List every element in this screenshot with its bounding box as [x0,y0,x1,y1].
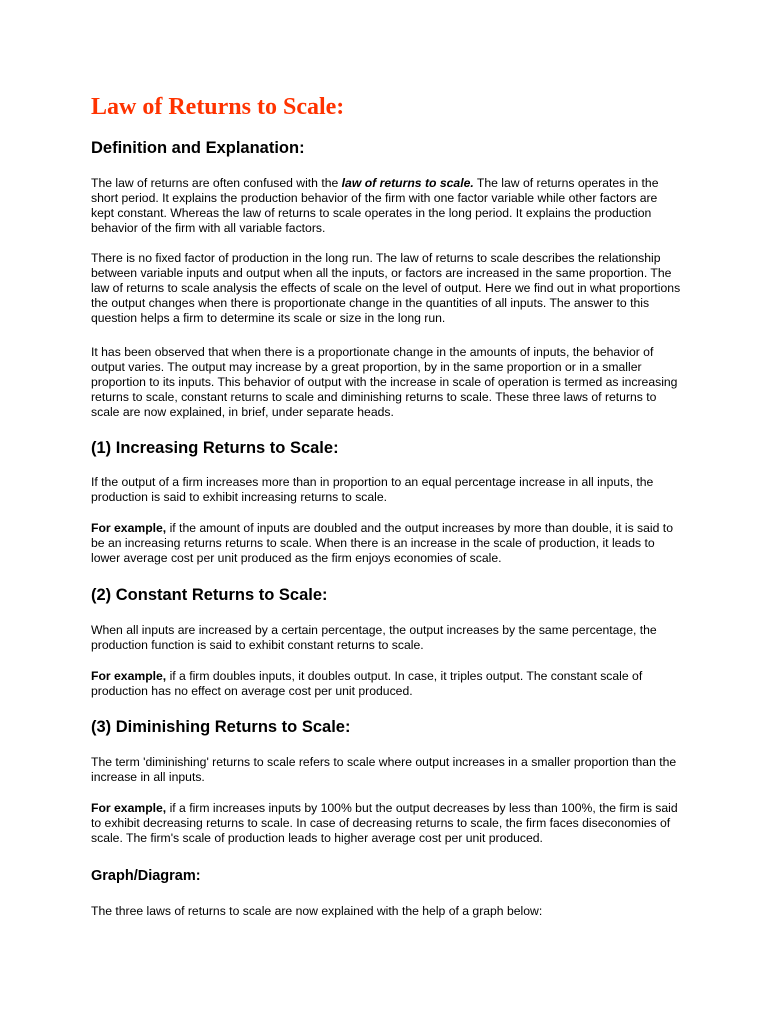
graph-paragraph: The three laws of returns to scale are now explained with the help of a graph below: [91,904,543,918]
increasing-example-label: For example, [91,521,167,535]
constant-example-label: For example, [91,669,167,683]
diminishing-example [91,801,683,846]
increasing-paragraph: If the output of a firm increases more than in proportion to an equal percentage increase in all inputs, the production is said to exhibit increasing returns to scale. [91,475,654,504]
constant-example-text: if a firm doubles inputs, it doubles output. In case, it triples output. The constant scale of production has no effect on average cost per unit produced. [91,669,643,698]
increasing-example-text: if the amount of inputs are doubled and the output increases by more than double, it is said to be an increasing returns returns to scale. When there is an increase in the scale of production, it leads to lower average cost per unit produced as the firm enjoys economies of scale. [91,521,673,565]
increasing-heading: (1) Increasing Returns to Scale: [91,439,339,457]
definition-p1-text-b: The law of returns operates in the short period. It explains the production behavior of the firm with one factor variable while other factors are kept constant. Whereas the law of returns to scale operates in the long period. It explains the production behavior of the firm with all variable factors. [91,176,659,235]
definition-paragraph-3: It has been observed that when there is a proportionate change in the amounts of inputs, the behavior of output varies. The output may increase by a great proportion, by in the same proportion or in a smaller proportion to its inputs. This behavior of output with the increase in scale of operation is termed as increasing returns to scale, constant returns to scale and diminishing returns to scale. These three laws of returns to scale are now explained, in brief, under separate heads. [91,345,678,419]
constant-heading: (2) Constant Returns to Scale: [91,586,328,604]
definition-heading: Definition and Explanation: [91,139,305,157]
increasing-example [91,521,683,566]
definition-paragraph-1 [91,176,683,236]
diminishing-heading: (3) Diminishing Returns to Scale: [91,718,351,736]
definition-paragraph-2: There is no fixed factor of production in the long run. The law of returns to scale describes the relationship between variable inputs and output when all the inputs, or factors are increased in the same proportion. The law of returns to scale analysis the effects of scale on the level of output. Here we find out in what proportions the output changes when there is proportionate change in the quantities of all inputs. The answer to this question helps a firm to determine its scale or size in the long run. [91,251,681,325]
diminishing-paragraph: The term 'diminishing' returns to scale refers to scale where output increases in a smaller proportion than the increase in all inputs. [91,755,677,784]
constant-example [91,669,683,699]
graph-heading: Graph/Diagram: [91,868,201,884]
page-title: Law of Returns to Scale: [91,94,345,120]
law-of-returns-to-scale-emphasis: law of returns to scale. [341,176,474,190]
diminishing-example-text: if a firm increases inputs by 100% but the output decreases by less than 100%, the firm is said to exhibit decreasing returns to scale. In case of decreasing returns to scale, the firm faces diseconomies of scale. The firm's scale of production leads to higher average cost per unit produced. [91,801,678,845]
constant-paragraph: When all inputs are increased by a certain percentage, the output increases by the same percentage, the production function is said to exhibit constant returns to scale. [91,623,657,652]
definition-p1-text-a: The law of returns are often confused with the [91,176,342,190]
diminishing-example-label: For example, [91,801,167,815]
